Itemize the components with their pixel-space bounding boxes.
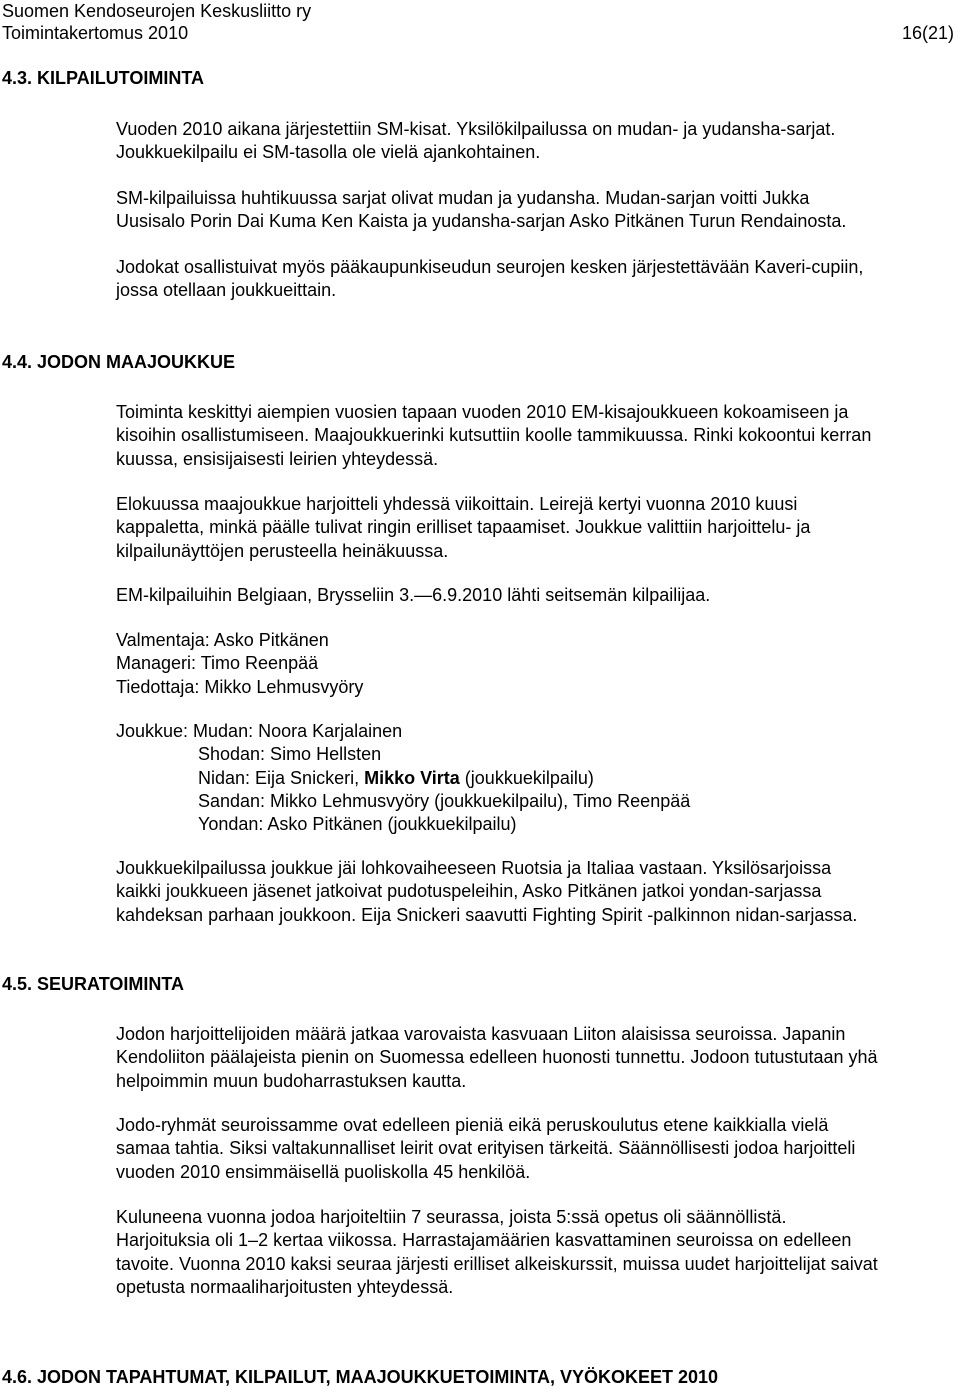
- text-line: Joukkuekilpailussa joukkue jäi lohkovaiheeseen Ruotsia ja Italiaa vastaan. Yksilösarjoissa: [116, 858, 832, 878]
- header-report-title: Toimintakertomus 2010: [2, 23, 189, 43]
- text-line: EM-kilpailuihin Belgiaan, Brysseliin 3.—6.9.2010 lähti seitsemän kilpailijaa.: [116, 585, 711, 605]
- team-nidan-note: (joukkuekilpailu): [459, 767, 594, 788]
- text-line: jossa otellaan joukkueittain.: [116, 280, 337, 301]
- paragraph: [116, 401, 871, 471]
- paragraph: [116, 1114, 855, 1184]
- paragraph: [116, 118, 835, 165]
- team-roster: [116, 720, 690, 836]
- text-line: Harjoituksia oli 1–2 kertaa viikossa. Harrastajamäärien kasvattaminen seuroissa on edelleen: [116, 1230, 852, 1251]
- text-line: kahdeksan parhaan joukkoon. Eija Snickeri saavutti Fighting Spirit -palkinnon nidan-sarjassa.: [116, 904, 858, 925]
- staff-press-officer: Tiedottaja: Mikko Lehmusvyöry: [116, 676, 364, 697]
- text-line: Joukkuekilpailu ei SM-tasolla ole vielä ajankohtainen.: [116, 142, 541, 163]
- team-line-yondan: Yondan: Asko Pitkänen (joukkuekilpailu): [198, 814, 517, 835]
- text-line: Kendoliiton päälajeista pienin on Suomessa edelleen huonosti tunnettu. Jodoon tutustutaan yhä: [116, 1047, 878, 1068]
- staff-manager: Manageri: Timo Reenpää: [116, 653, 319, 674]
- text-line: kisoihin osallistumiseen. Maajoukkuerinki kutsuttiin koolle tammikuussa. Rinki kokoontui kerran: [116, 425, 872, 446]
- team-nidan-text: Nidan: Eija Snickeri,: [198, 767, 365, 788]
- header-organization: Suomen Kendoseurojen Keskusliitto ry: [2, 1, 312, 21]
- text-line: vuoden 2010 ensimmäisellä puoliskolla 45 henkilöä.: [116, 1161, 531, 1182]
- text-line: Jodon harjoittelijoiden määrä jatkaa varovaista kasvuaan Liiton alaisissa seuroissa. Japanin: [116, 1024, 846, 1044]
- team-line-sandan: Sandan: Mikko Lehmusvyöry (joukkuekilpailu), Timo Reenpää: [198, 790, 691, 811]
- paragraph: [116, 187, 846, 234]
- team-line-nidan: [116, 767, 690, 790]
- paragraph: [116, 256, 863, 303]
- paragraph: [116, 493, 810, 563]
- text-line: helpoimmin muun budoharrastuksen kautta.: [116, 1070, 467, 1091]
- team-line-shodan: Shodan: Simo Hellsten: [198, 744, 382, 765]
- text-line: opetusta normaaliharjoitusten yhteydessä.: [116, 1276, 454, 1297]
- text-line: tavoite. Vuonna 2010 kaksi seuraa järjesti erilliset alkeiskurssit, muissa uudet harjoittelijat saivat: [116, 1253, 878, 1274]
- paragraph: [116, 1206, 878, 1299]
- section-heading-4-5: 4.5. SEURATOIMINTA: [2, 974, 185, 994]
- text-line: kuussa, ensisijaisesti leirien yhteydessä.: [116, 448, 439, 469]
- paragraph: [116, 857, 857, 927]
- text-line: kaikki joukkueen jäsenet jatkoivat pudotuspeleihin, Asko Pitkänen jatkoi yondan-sarjassa: [116, 881, 822, 902]
- section-heading-4-3: 4.3. KILPAILUTOIMINTA: [2, 68, 205, 88]
- text-line: Uusisalo Porin Dai Kuma Ken Kaista ja yudansha-sarjan Asko Pitkänen Turun Rendainosta.: [116, 211, 847, 232]
- text-line: Jodo-ryhmät seuroissamme ovat edelleen pieniä eikä peruskoulutus etene kaikkialla vielä: [116, 1115, 829, 1135]
- text-line: SM-kilpailuissa huhtikuussa sarjat olivat mudan ja yudansha. Mudan-sarjan voitti Jukka: [116, 188, 810, 208]
- paragraph: [116, 584, 710, 607]
- team-line-mudan: Joukkue: Mudan: Noora Karjalainen: [116, 721, 403, 741]
- team-nidan-highlight: Mikko Virta: [364, 767, 460, 788]
- text-line: Kuluneena vuonna jodoa harjoiteltiin 7 seurassa, joista 5:ssä opetus oli säännöllistä.: [116, 1207, 787, 1227]
- text-line: Toiminta keskittyi aiempien vuosien tapaan vuoden 2010 EM-kisajoukkueen kokoamiseen ja: [116, 402, 849, 422]
- text-line: kilpailunäyttöjen perusteella heinäkuussa.: [116, 540, 449, 561]
- text-line: Vuoden 2010 aikana järjestettiin SM-kisat. Yksilökilpailussa on mudan- ja yudansha-sarjat.: [116, 119, 836, 139]
- page-number: 16(21): [901, 23, 954, 43]
- text-line: Elokuussa maajoukkue harjoitteli yhdessä viikoittain. Leirejä kertyi vuonna 2010 kuusi: [116, 494, 798, 514]
- staff-list: [116, 629, 363, 699]
- staff-coach: Valmentaja: Asko Pitkänen: [116, 630, 329, 650]
- section-heading-4-6: 4.6. JODON TAPAHTUMAT, KILPAILUT, MAAJOUKKUETOIMINTA, VYÖKOKEET 2010: [2, 1367, 719, 1387]
- text-line: samaa tahtia. Siksi valtakunnalliset leirit ovat erityisen tärkeitä. Säännöllisesti jodoa harjoitteli: [116, 1138, 856, 1159]
- paragraph: [116, 1023, 878, 1093]
- text-line: kappaletta, minkä päälle tulivat ringin erilliset tapaamiset. Joukkue valittiin harjoittelu- ja: [116, 517, 811, 538]
- text-line: Jodokat osallistuivat myös pääkaupunkiseudun seurojen kesken järjestettävään Kaveri-cupiin,: [116, 257, 864, 277]
- section-heading-4-4: 4.4. JODON MAAJOUKKUE: [2, 352, 236, 372]
